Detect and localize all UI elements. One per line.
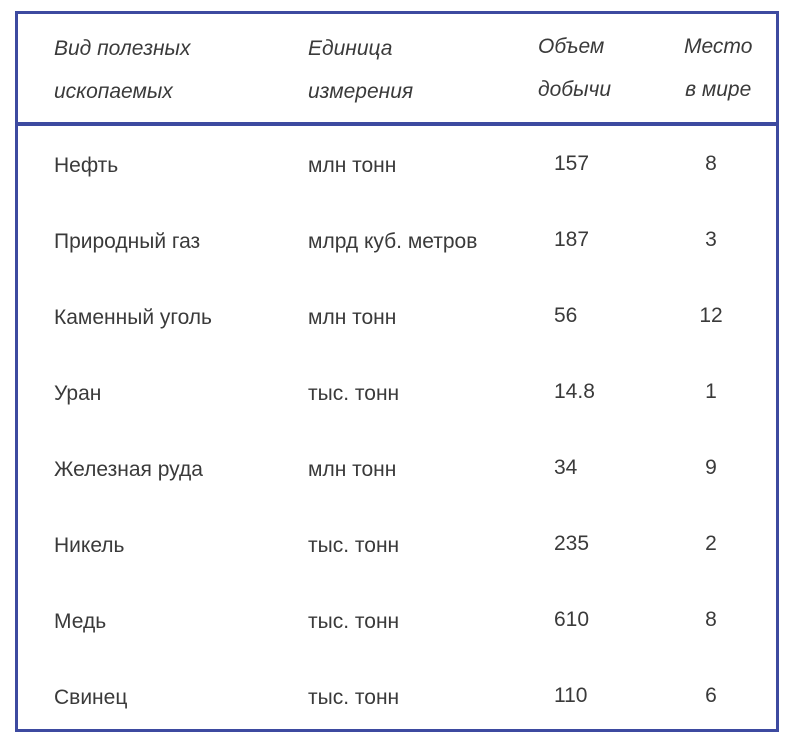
cell-unit: млн тонн <box>308 458 397 481</box>
header-world-rank: Место в мире <box>684 35 753 101</box>
cell-unit: млрд куб. метров <box>308 230 478 253</box>
cell-mineral: Природный газ <box>54 230 201 253</box>
cell-volume: 157 <box>554 152 590 175</box>
cell-volume: 235 <box>554 532 590 555</box>
cell-volume: 56 <box>554 304 578 327</box>
cell-unit: млн тонн <box>308 154 397 177</box>
cell-mineral: Железная руда <box>54 458 203 481</box>
cell-volume: 34 <box>554 456 578 479</box>
cell-rank: 8 <box>705 608 717 631</box>
cell-rank: 9 <box>705 456 717 479</box>
cell-unit: тыс. тонн <box>308 686 400 709</box>
cell-volume: 14.8 <box>554 380 595 403</box>
table-row <box>18 582 776 658</box>
minerals-table <box>15 11 779 732</box>
cell-mineral: Свинец <box>54 686 128 709</box>
cell-rank: 1 <box>705 380 717 403</box>
cell-volume: 187 <box>554 228 590 251</box>
cell-volume: 610 <box>554 608 590 631</box>
cell-rank: 3 <box>705 228 717 251</box>
header-mineral-type: Вид полезных ископаемых <box>54 37 191 103</box>
cell-rank: 6 <box>705 684 717 707</box>
cell-unit: тыс. тонн <box>308 534 400 557</box>
cell-rank: 8 <box>705 152 717 175</box>
cell-mineral: Уран <box>54 382 102 405</box>
header-volume: Объем добычи <box>538 35 612 101</box>
table-row <box>18 430 776 506</box>
table-row <box>18 202 776 278</box>
table-row <box>18 658 776 734</box>
cell-volume: 110 <box>554 684 588 707</box>
cell-rank: 2 <box>705 532 717 555</box>
cell-rank: 12 <box>699 304 723 327</box>
table-row <box>18 506 776 582</box>
table-row <box>18 354 776 430</box>
cell-mineral: Медь <box>54 610 107 633</box>
table-row <box>18 278 776 354</box>
cell-mineral: Каменный уголь <box>54 306 212 329</box>
cell-unit: млн тонн <box>308 306 397 329</box>
cell-unit: тыс. тонн <box>308 610 400 633</box>
cell-mineral: Никель <box>54 534 125 557</box>
cell-unit: тыс. тонн <box>308 382 400 405</box>
header-unit: Единица измерения <box>308 37 414 103</box>
table-row <box>18 126 776 202</box>
table-header <box>18 14 776 126</box>
cell-mineral: Нефть <box>54 154 119 177</box>
